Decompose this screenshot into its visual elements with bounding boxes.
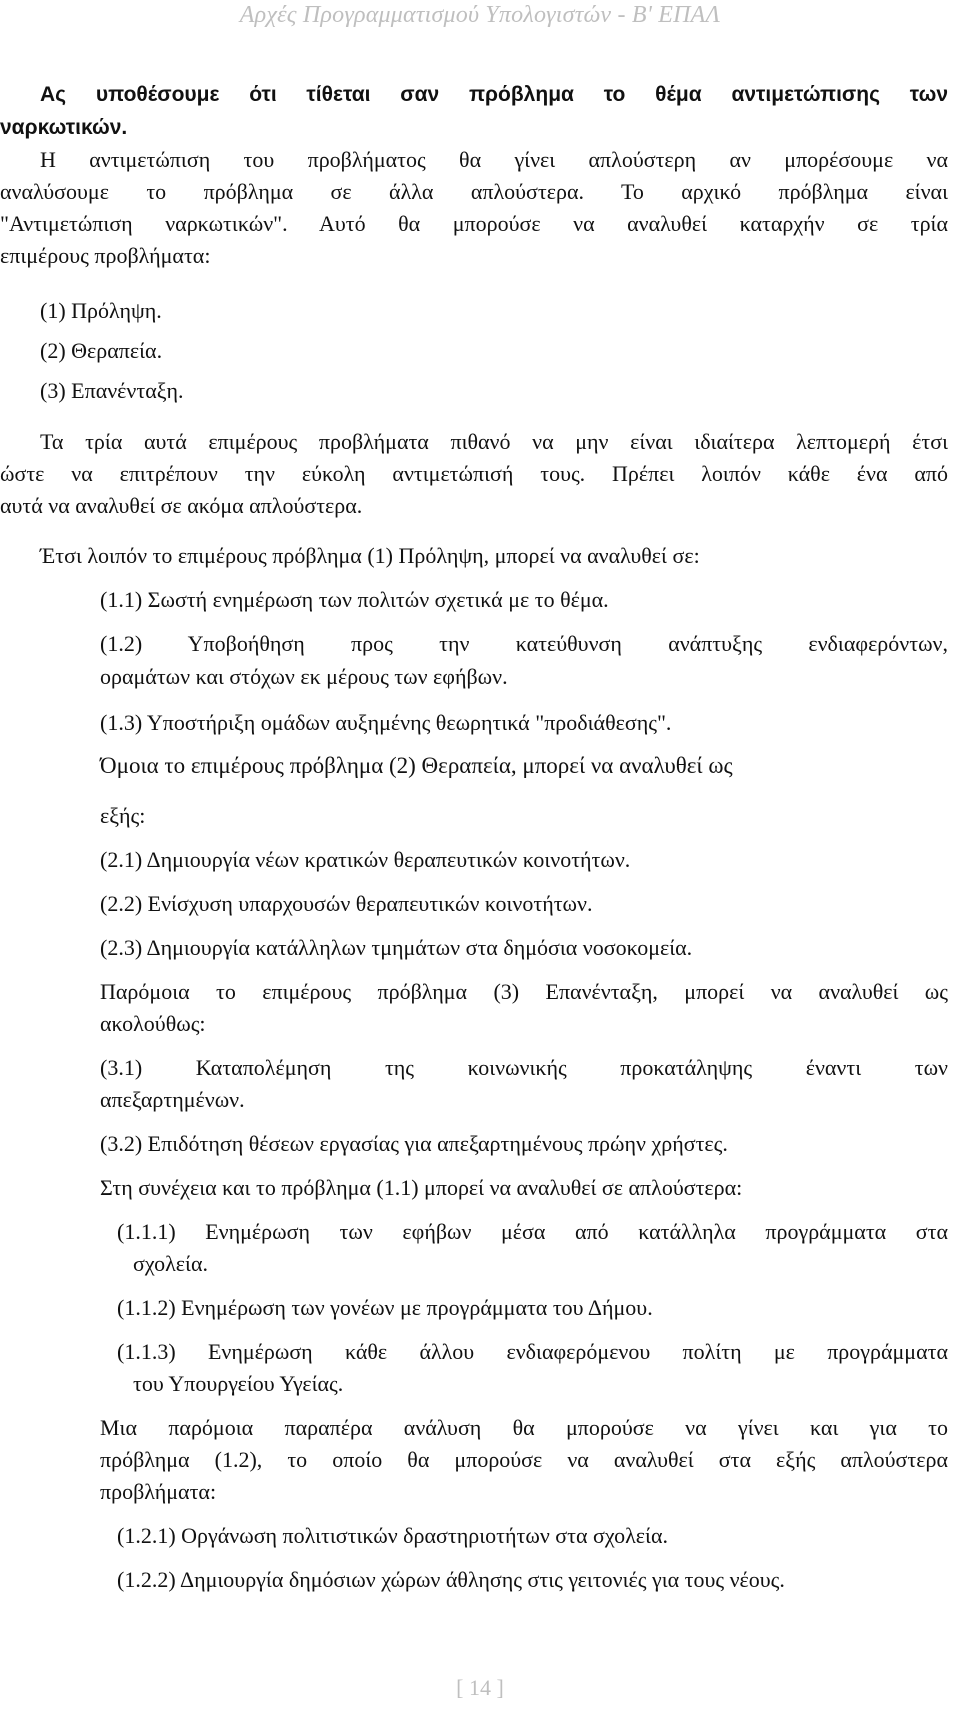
para4-line-2: εξής: (100, 803, 146, 828)
sub-item-1-1-1-line-2: σχολεία. (133, 1251, 208, 1276)
para7-line-1: Μια παρόμοια παραπέρα ανάλυση θα μπορούσε να γίνει και για το (100, 1415, 948, 1440)
sub-item-1-1-3-line-2: του Υπουργείου Υγείας. (133, 1371, 344, 1396)
para7-line-2: πρόβλημα (1.2), το οποίο θα μπορούσε να αναλυθεί στα εξής απλούστερα (100, 1447, 948, 1472)
para2-line-1: Τα τρία αυτά επιμέρους προβλήματα πιθανό να μην είναι ιδιαίτερα λεπτομερή έτσι (40, 429, 948, 454)
intro-line-2: αναλύσουμε το πρόβλημα σε άλλα απλούστερα. Το αρχικό πρόβλημα είναι (0, 179, 948, 204)
page-number: [ 14 ] (456, 1675, 504, 1700)
sub-item-1-1-3-line-1: (1.1.3) Ενημέρωση κάθε άλλου ενδιαφερόμενου πολίτη με προγράμματα (117, 1339, 948, 1364)
para5-line-1: Παρόμοια το επιμέρους πρόβλημα (3) Επανένταξη, μπορεί να αναλυθεί ως (100, 979, 948, 1004)
lead-line-2: ναρκωτικών. (0, 116, 128, 139)
sub-item-1-2-line-1: (1.2) Υποβοήθηση προς την κατεύθυνση ανάπτυξης ενδιαφερόντων, (100, 631, 948, 656)
sub-item-2-3: (2.3) Δημιουργία κατάλληλων τμημάτων στα δημόσια νοσοκομεία. (100, 935, 693, 960)
sub-item-1-2-1: (1.2.1) Οργάνωση πολιτιστικών δραστηριοτήτων στα σχολεία. (117, 1523, 668, 1548)
sub-item-1-1-1-line-1: (1.1.1) Ενημέρωση των εφήβων μέσα από κατάλληλα προγράμματα στα (117, 1219, 948, 1244)
sub-item-1-2-line-2: οραμάτων και στόχων εκ μέρους των εφήβων. (100, 664, 508, 689)
sub-item-3-1-line-2: απεξαρτημένων. (100, 1087, 245, 1112)
para2-line-2: ώστε να επιτρέπουν την εύκολη αντιμετώπισή τους. Πρέπει λοιπόν κάθε ένα από (0, 461, 948, 486)
sub-item-1-1-2: (1.1.2) Ενημέρωση των γονέων με προγράμματα του Δήμου. (117, 1295, 653, 1320)
sub-item-1-2-2: (1.2.2) Δημιουργία δημόσιων χώρων άθλησης στις γειτονιές για τους νέους. (117, 1567, 785, 1592)
para4-line-1: Όμοια το επιμέρους πρόβλημα (2) Θεραπεία, μπορεί να αναλυθεί ως (100, 753, 733, 778)
para5-line-2: ακολούθως: (100, 1011, 206, 1036)
para3: Έτσι λοιπόν το επιμέρους πρόβλημα (1) Πρόληψη, μπορεί να αναλυθεί σε: (40, 543, 700, 568)
sub-item-3-1-line-1: (3.1) Καταπολέμηση της κοινωνικής προκατάληψης έναντι των (100, 1055, 948, 1080)
intro-line-3: "Αντιμετώπιση ναρκωτικών". Αυτό θα μπορούσε να αναλυθεί καταρχήν σε τρία (0, 211, 948, 236)
lead-line-1: Ας υποθέσουμε ότι τίθεται σαν πρόβλημα το θέμα αντιμετώπισης των (40, 83, 948, 106)
intro-line-4: επιμέρους προβλήματα: (0, 243, 211, 268)
para7-line-3: προβλήματα: (100, 1479, 217, 1504)
para6: Στη συνέχεια και το πρόβλημα (1.1) μπορεί να αναλυθεί σε απλούστερα: (100, 1175, 743, 1200)
intro-line-1: Η αντιμετώπιση του προβλήματος θα γίνει απλούστερη αν μπορέσουμε να (40, 147, 948, 172)
sub-item-2-1: (2.1) Δημιουργία νέων κρατικών θεραπευτικών κοινοτήτων. (100, 847, 631, 872)
lead-paragraph (0, 78, 948, 144)
sub-item-1-3: (1.3) Υποστήριξη ομάδων αυξημένης θεωρητικά "προδιάθεσης". (100, 710, 672, 735)
page-header: Αρχές Προγραμματισμού Υπολογιστών - Β' ΕΠΑΛ (239, 2, 721, 28)
list-item-1: (1) Πρόληψη. (40, 298, 162, 323)
sub-item-3-2: (3.2) Επιδότηση θέσεων εργασίας για απεξαρτημένους πρώην χρήστες. (100, 1131, 728, 1156)
list-item-3: (3) Επανένταξη. (40, 378, 184, 403)
sub-item-2-2: (2.2) Ενίσχυση υπαρχουσών θεραπευτικών κοινοτήτων. (100, 891, 593, 916)
list-item-2: (2) Θεραπεία. (40, 338, 163, 363)
para2-line-3: αυτά να αναλυθεί σε ακόμα απλούστερα. (0, 493, 363, 518)
sub-item-1-1: (1.1) Σωστή ενημέρωση των πολιτών σχετικά με το θέμα. (100, 587, 609, 612)
